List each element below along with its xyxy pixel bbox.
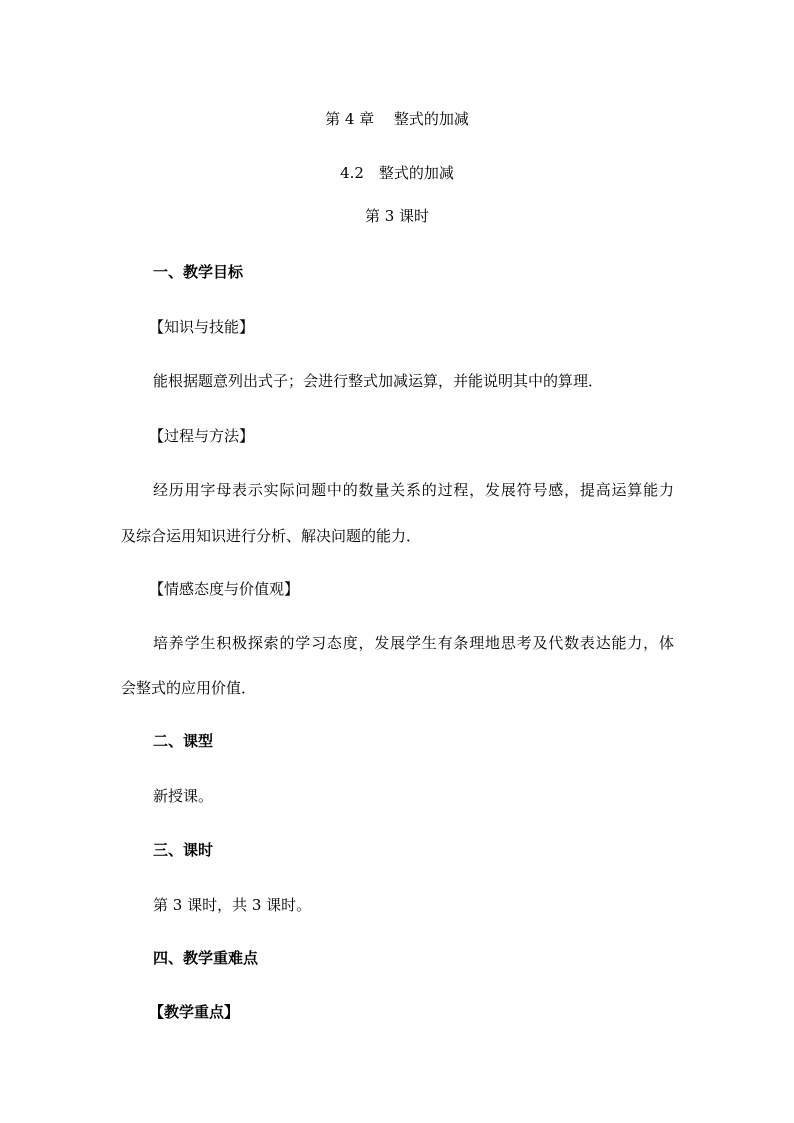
emotion-values-label: 【情感态度与价值观】 [149,580,300,598]
section-title: 4.2 整式的加减 [340,164,454,182]
section-heading-periods: 三、课时 [153,841,214,859]
knowledge-skills-text: 能根据题意列出式子；会进行整式加减运算，并能说明其中的算理． [153,372,604,390]
emotion-values-text-line2: 会整式的应用价值． [121,679,257,697]
chapter-title: 第 4 章 整式的加减 [325,110,469,128]
section-heading-objectives: 一、教学目标 [153,263,244,281]
process-method-text-line1: 经历用字母表示实际问题中的数量关系的过程，发展符号感，提高运算能力 [153,481,674,499]
section-heading-key-difficulties: 四、教学重难点 [153,949,259,967]
lesson-type-text: 新授课。 [153,787,214,805]
process-method-label: 【过程与方法】 [149,427,255,445]
section-heading-lesson-type: 二、课型 [153,732,214,750]
process-method-text-line2: 及综合运用知识进行分析、解决问题的能力． [121,527,422,545]
key-points-label: 【教学重点】 [149,1003,240,1021]
lesson-number: 第 3 课时 [364,207,430,225]
periods-text: 第 3 课时，共 3 课时。 [153,896,312,914]
knowledge-skills-label: 【知识与技能】 [149,318,255,336]
emotion-values-text-line1: 培养学生积极探索的学习态度，发展学生有条理地思考及代数表达能力，体 [153,634,674,652]
